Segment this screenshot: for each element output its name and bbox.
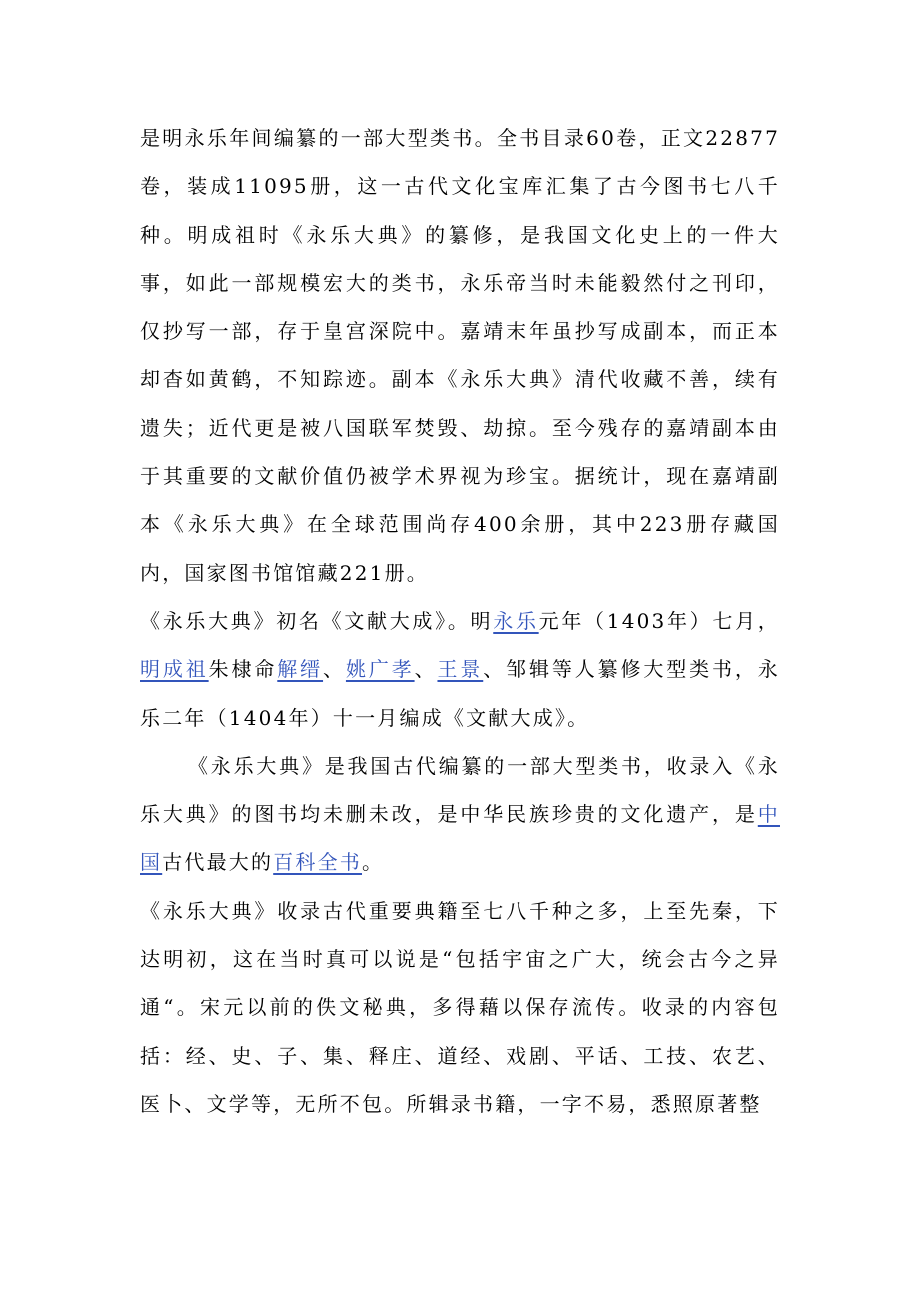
paragraph-significance-text-2: 古代最大的 bbox=[162, 850, 274, 875]
paragraph-origin bbox=[140, 597, 780, 742]
link-yongle[interactable]: 永乐 bbox=[493, 608, 539, 633]
separator-comma-1: 、 bbox=[323, 657, 346, 682]
paragraph-origin-text-3: 朱棣命 bbox=[208, 657, 278, 682]
paragraph-significance-text-3: 。 bbox=[362, 850, 385, 875]
paragraph-origin-text-2: 元年（1403年）七月， bbox=[538, 608, 780, 633]
paragraph-significance-text-1: 《永乐大典》是我国古代编纂的一部大型类书，收录入《永乐大典》的图书均未删未改，是中华民族珍贵的文化遗产，是 bbox=[140, 753, 780, 827]
link-ming-chengzu[interactable]: 明成祖 bbox=[140, 657, 209, 682]
link-yao-guangxiao[interactable]: 姚广孝 bbox=[345, 657, 415, 682]
link-encyclopedia[interactable]: 百科全书 bbox=[273, 850, 363, 875]
paragraph-contents: 《永乐大典》收录古代重要典籍至七八千种之多，上至先秦，下达明初，这在当时真可以说是“包括宇宙之广大，统会古今之异通“。宋元以前的佚文秘典，多得藉以保存流传。收录的内容包括：经、史、子、集、释庄、道经、戏剧、平话、工技、农艺、医卜、文学等，无所不包。所辑录书籍，一字不易，悉照原著整 bbox=[140, 898, 780, 1116]
paragraph-origin-text-4: 、邹辑等人纂修大型类书，永乐二年（1404年）十一月编成《文献大成》。 bbox=[140, 657, 780, 730]
link-xie-jin[interactable]: 解缙 bbox=[277, 657, 324, 682]
separator-comma-2: 、 bbox=[414, 657, 438, 682]
paragraph-intro: 是明永乐年间编纂的一部大型类书。全书目录60卷，正文22877卷，装成11095册，这一古代文化宝库汇集了古今图书七八千种。明成祖时《永乐大典》的纂修，是我国文化史上的一件大事，如此一部规模宏大的类书，永乐帝当时未能毅然付之刊印，仅抄写一部，存于皇宫深院中。嘉靖末年虽抄写成副本，而正本却杳如黄鹤，不知踪迹。副本《永乐大典》清代收藏不善，续有遗失；近代更是被八国联军焚毁、劫掠。至今残存的嘉靖副本由于其重要的文献价值仍被学术界视为珍宝。据统计，现在嘉靖副本《永乐大典》在全球范围尚存400余册，其中223册存藏国内，国家图书馆馆藏221册。 bbox=[140, 126, 780, 585]
paragraph-significance bbox=[140, 742, 780, 887]
paragraph-origin-text-1: 《永乐大典》初名《文献大成》。明 bbox=[140, 608, 494, 633]
document-page bbox=[140, 114, 780, 1128]
link-china[interactable]: 中国 bbox=[140, 802, 780, 875]
link-wang-jing[interactable]: 王景 bbox=[437, 657, 484, 682]
